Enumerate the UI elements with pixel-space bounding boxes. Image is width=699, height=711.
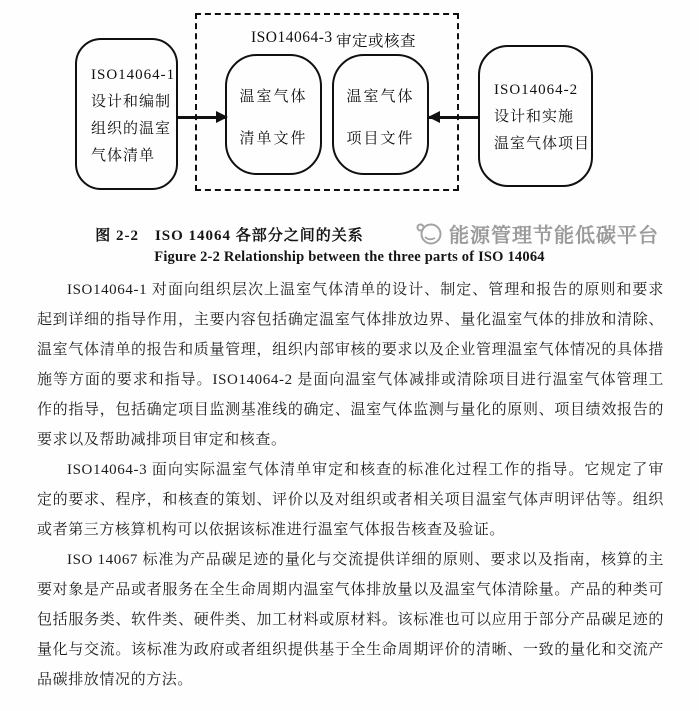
box-ghg-project-document [332, 54, 429, 175]
figure-caption-en: Figure 2-2 Relationship between the three parts of ISO 14064 [154, 249, 545, 265]
dashed-box-label-audit-or-verify: 审定或核查 [336, 33, 417, 50]
box-ghg-project-line: 项目文件 [346, 131, 415, 147]
watermark-text: 能源管理节能低碳平台 [449, 225, 659, 247]
paragraph-iso14064-3: ISO14064-3 面向实际温室气体清单审定和核查的标准化过程工作的指导。它规定了审定的要求、程序，和核查的策划、评价以及对组织或者相关项目温室气体声明评估等。组织或者第三方核算机构可以依据该标准进行温室气体报告核查及验证。 [37, 462, 664, 538]
body-text [37, 275, 664, 695]
box-iso14064-1 [75, 38, 178, 190]
box-ghg-inventory-line: 清单文件 [239, 131, 308, 147]
paragraph-iso14064-1-2: ISO14064-1 对面向组织层次上温室气体清单的设计、制定、管理和报告的原则和要求起到详细的指导作用，主要内容包括确定温室气体排放边界、量化温室气体的排放和清除、温室气体清单的报告和质量管理，组织内部审核的要求以及企业管理温室气体情况的具体措施等方面的要求和指导。ISO14064-2 是面向温室气体减排或清除项目进行温室气体管理工作的指导，包括确定项目监测基准线的确定、温室气体监测与量化的原则、项目绩效报告的要求以及帮助减排项目审定和核查。 [37, 282, 664, 448]
arrow-right-to-project-icon [429, 112, 479, 123]
iso14064-relationship-diagram [0, 0, 699, 212]
dashed-box-label-iso14064-3: ISO14064-3 [251, 29, 333, 46]
box-ghg-project-line: 温室气体 [346, 89, 415, 105]
box-ghg-inventory-line: 温室气体 [239, 89, 308, 105]
box-iso14064-2-line: 设计和实施 [494, 109, 575, 125]
paragraph-iso14067: ISO 14067 标准为产品碳足迹的量化与交流提供详细的原则、要求以及指南，核算的主要对象是产品或者服务在全生命周期内温室气体排放量以及温室气体清除量。产品的种类可包括服务类、软件类、硬件类、加工材料或原材料。该标准也可以应用于部分产品碳足迹的量化与交流。该标准为政府或者组织提供基于全生命周期评价的清晰、一致的量化和交流产品碳排放情况的方法。 [37, 552, 664, 688]
box-iso14064-1-line: ISO14064-1 [91, 67, 176, 83]
watermark [416, 219, 659, 248]
arrow-left-to-inventory-icon [178, 112, 227, 123]
box-iso14064-2-line: ISO14064-2 [494, 82, 579, 98]
figure-caption-zh-text: 图 2-2 ISO 14064 各部分之间的关系 [95, 228, 364, 244]
watermark-logo-icon [416, 220, 443, 247]
arrowhead-right-icon [216, 111, 228, 123]
box-iso14064-1-line: 组织的温室 [91, 121, 172, 137]
box-iso14064-2-line: 温室气体项目 [494, 136, 591, 152]
box-iso14064-1-line: 设计和编制 [91, 94, 172, 110]
arrowhead-left-icon [428, 111, 440, 123]
box-iso14064-1-line: 气体清单 [91, 148, 156, 164]
box-ghg-inventory-document [225, 54, 322, 175]
box-iso14064-2 [478, 45, 593, 187]
